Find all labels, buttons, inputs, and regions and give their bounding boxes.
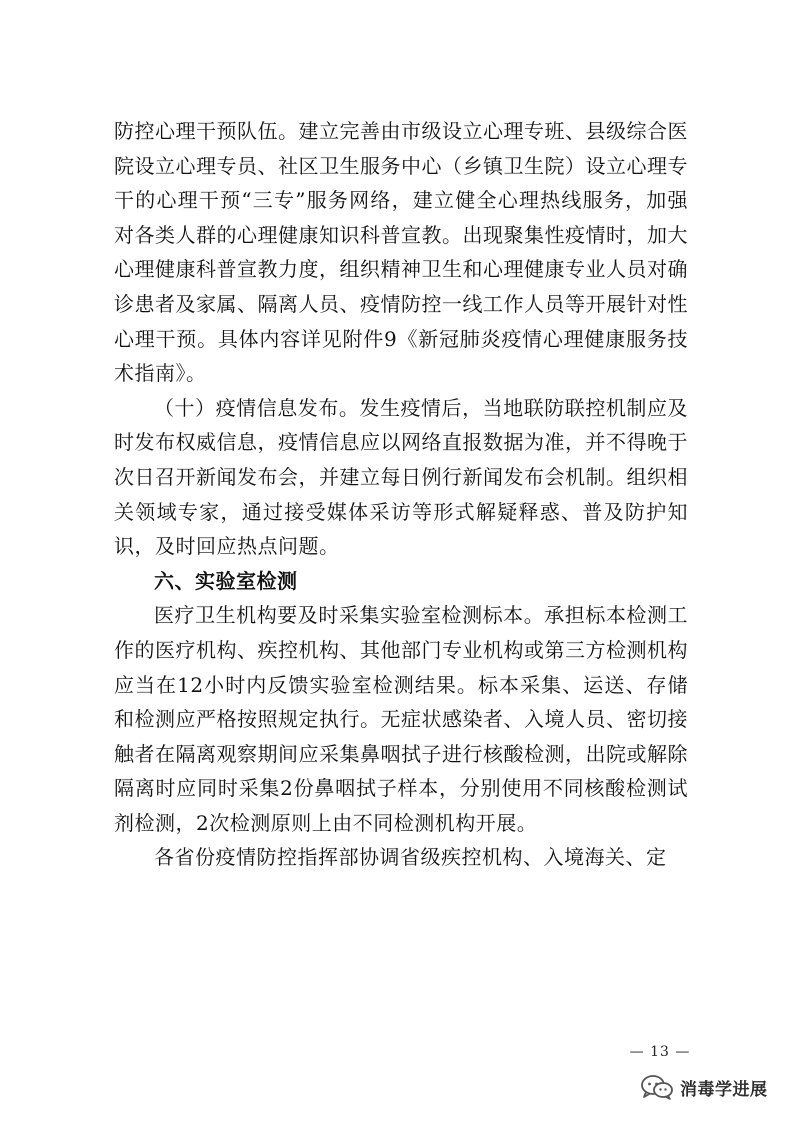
section-heading-lab-testing: 六、实验室检测 [154, 568, 298, 593]
paragraph-lab-testing: 医疗卫生机构要及时采集实验室检测标本。承担标本检测工作的医疗机构、疾控机构、其他部门专业机构或第三方检测机构应当在12小时内反馈实验室检测结果。标本采集、运送、存储和检测应严格按照规定执行。无症状感染者、入境人员、密切接触者在隔离观察期间应采集鼻咽拭子进行核酸检测，出院或解除隔离时应同时采集2份鼻咽拭子样本，分别使用不同核酸检测试剂检测，2次检测原则上由不同检测机构开展。 [114, 603, 688, 835]
page-number: — 13 — [629, 1044, 691, 1060]
document-body [114, 114, 688, 875]
paragraph-psychological-intervention: 防控心理干预队伍。建立完善由市级设立心理专班、县级综合医院设立心理专员、社区卫生服务中心（乡镇卫生院）设立心理专干的心理干预“三专”服务网络，建立健全心理热线服务，加强对各类人群的心理健康知识科普宣教。出现聚集性疫情时，加大心理健康科普宣教力度，组织精神卫生和心理健康专业人员对确诊患者及家属、隔离人员、疫情防控一线工作人员等开展针对性心理干预。具体内容详见附件9《新冠肺炎疫情心理健康服务技术指南》。 [114, 119, 688, 386]
paragraph-info-release: （十）疫情信息发布。发生疫情后，当地联防联控机制应及时发布权威信息，疫情信息应以网络直报数据为准，并不得晚于次日召开新闻发布会，并建立每日例行新闻发布会机制。组织相关领域专家，通过接受媒体采访等形式解疑释惑、普及防护知识，及时回应热点问题。 [114, 395, 688, 559]
wechat-icon [640, 1074, 674, 1100]
paragraph-provincial-coordination: 各省份疫情防控指挥部协调省级疾控机构、入境海关、定 [154, 845, 667, 870]
watermark [640, 1070, 768, 1104]
watermark-text: 消毒学进展 [680, 1079, 768, 1100]
